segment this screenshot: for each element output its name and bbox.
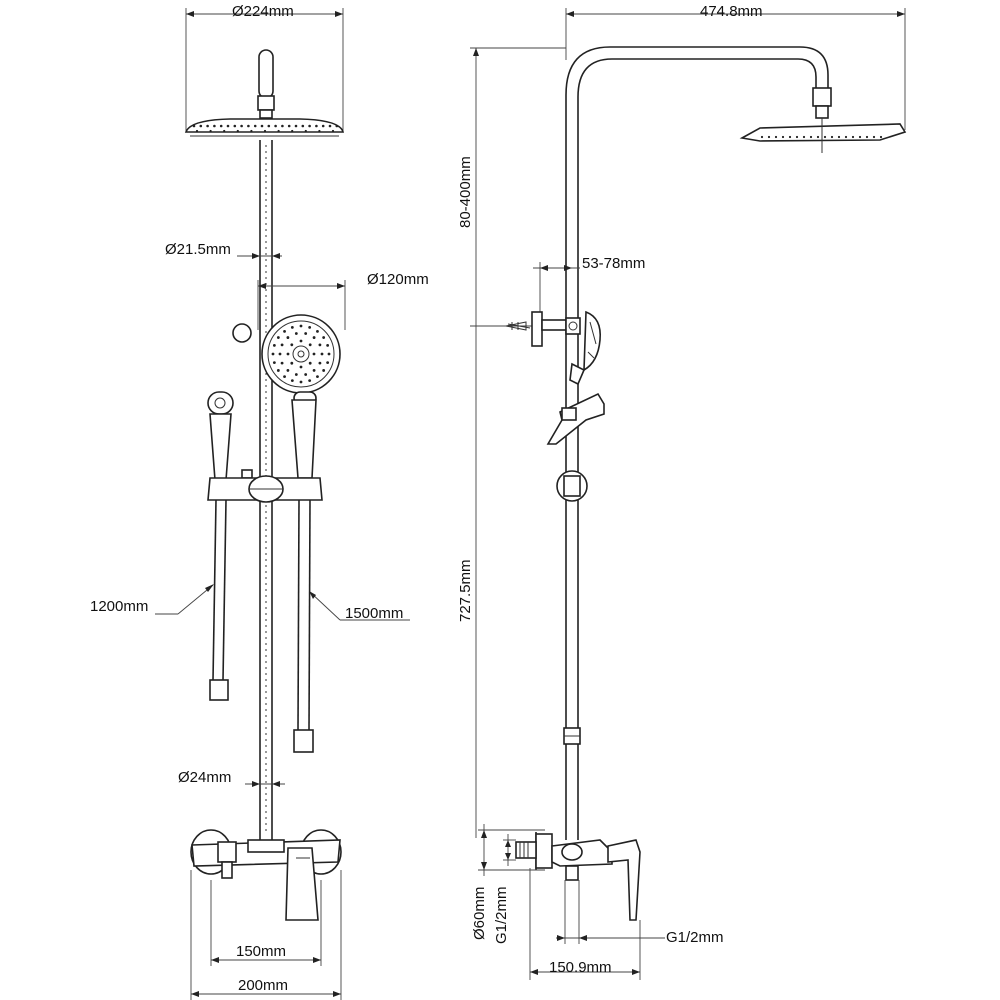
side-view: [457, 3, 905, 980]
rain-nozzle: [318, 130, 320, 132]
rain-nozzle-side: [873, 136, 875, 138]
hand-nozzle: [300, 325, 303, 328]
rail-height-label: 727.5mm: [457, 559, 474, 622]
hand-nozzle: [308, 379, 311, 382]
hand-nozzle: [273, 344, 276, 347]
hand-nozzle: [316, 330, 319, 333]
rain-nozzle: [288, 125, 291, 128]
rain-nozzle: [206, 125, 209, 128]
hand-nozzle: [319, 343, 322, 346]
rain-shower-head-side: [742, 118, 905, 153]
hose-1500: [294, 500, 313, 752]
hand-nozzle: [313, 353, 316, 356]
rain-nozzle-side: [831, 136, 833, 138]
rain-nozzle: [200, 125, 203, 128]
bracket-offset-dimension: [533, 262, 580, 318]
rain-nozzle: [196, 130, 198, 132]
hand-nozzle: [283, 375, 286, 378]
hand-nozzle: [304, 332, 307, 335]
rain-nozzle-side: [775, 136, 777, 138]
side-spray-handle: [208, 392, 233, 480]
hose-1200-leader: [155, 584, 214, 614]
outlet-thread-label: G1/2mm: [666, 929, 724, 946]
rain-nozzle: [329, 125, 332, 128]
hand-nozzle: [287, 336, 290, 339]
rain-nozzle: [322, 125, 325, 128]
rain-nozzle-side: [789, 136, 791, 138]
hand-nozzle: [272, 353, 275, 356]
rain-nozzle: [234, 125, 237, 128]
rain-nozzle-side: [761, 136, 763, 138]
rain-nozzle-side: [803, 136, 805, 138]
mixer-valve-side: [516, 832, 640, 920]
rain-nozzle: [237, 130, 239, 132]
diverter-lever-side: [548, 394, 604, 444]
rain-nozzle: [295, 125, 298, 128]
arm-reach-dimension: [566, 8, 905, 130]
hand-nozzle: [287, 369, 290, 372]
front-view: [90, 3, 429, 1000]
hand-nozzle: [277, 369, 280, 372]
hand-nozzle: [279, 353, 282, 356]
shower-arm: [566, 47, 831, 840]
hand-nozzle: [309, 362, 312, 365]
valve-width-label: 200mm: [238, 977, 289, 994]
rain-nozzle: [332, 130, 334, 132]
rain-nozzle-side: [817, 136, 819, 138]
rain-nozzle: [247, 125, 250, 128]
bracket-offset-label: 53-78mm: [582, 255, 646, 272]
rain-nozzle: [193, 125, 196, 128]
rain-nozzle: [336, 125, 339, 128]
rain-nozzle: [227, 125, 230, 128]
pipe-diameter-label: Ø21.5mm: [165, 241, 231, 258]
rain-shower-head: [186, 50, 343, 136]
rain-nozzle: [268, 125, 271, 128]
rain-nozzle-side: [796, 136, 798, 138]
hand-nozzle: [281, 343, 284, 346]
hand-nozzle: [290, 343, 293, 346]
hand-nozzle: [308, 326, 311, 329]
wall-offset-label: 150.9mm: [549, 959, 612, 976]
rain-nozzle-side: [824, 136, 826, 138]
mixer-valve-front: [191, 830, 341, 920]
hand-nozzle: [295, 373, 298, 376]
hand-nozzle: [326, 344, 329, 347]
rain-nozzle: [308, 125, 311, 128]
hand-nozzle: [290, 362, 293, 365]
hand-nozzle: [281, 362, 284, 365]
hand-nozzle: [321, 353, 324, 356]
rain-nozzle: [315, 125, 318, 128]
arm-reach-label: 474.8mm: [700, 3, 763, 20]
rain-nozzle-side: [866, 136, 868, 138]
inlet-thread-dimension: [503, 834, 516, 866]
hand-nozzle: [316, 375, 319, 378]
hand-nozzle: [300, 366, 303, 369]
hand-nozzle: [313, 336, 316, 339]
rain-nozzle: [291, 130, 293, 132]
wall-bracket: [506, 312, 580, 346]
hand-nozzle: [300, 340, 303, 343]
rain-nozzle-side: [810, 136, 812, 138]
hand-nozzle: [319, 362, 322, 365]
rain-nozzle: [261, 125, 264, 128]
rain-nozzle: [223, 130, 225, 132]
rain-nozzle-side: [880, 136, 882, 138]
riser-coupling-side: [564, 728, 580, 744]
rain-nozzle-side: [852, 136, 854, 138]
hand-nozzle: [322, 336, 325, 339]
rain-nozzle: [254, 125, 257, 128]
rain-nozzle-side: [838, 136, 840, 138]
hand-shower-head: [233, 315, 340, 478]
rail-diameter-dimension: [245, 781, 285, 787]
rain-nozzle: [240, 125, 243, 128]
hand-nozzle: [283, 330, 286, 333]
rain-nozzle: [250, 130, 252, 132]
hand-nozzle: [322, 369, 325, 372]
hand-nozzle: [304, 373, 307, 376]
hand-nozzle: [273, 361, 276, 364]
hose-1200: [210, 500, 228, 700]
rain-nozzle-side: [859, 136, 861, 138]
rain-nozzle: [220, 125, 223, 128]
hand-nozzle: [326, 361, 329, 364]
hand-nozzle: [313, 369, 316, 372]
rain-nozzle: [305, 130, 307, 132]
hand-nozzle: [287, 353, 290, 356]
head-diameter-label: Ø224mm: [232, 3, 294, 20]
hand-nozzle: [295, 332, 298, 335]
rain-nozzle: [281, 125, 284, 128]
hose-1200-label: 1200mm: [90, 598, 149, 615]
slide-holder-side: [557, 471, 587, 501]
rain-nozzle: [274, 125, 277, 128]
rain-nozzle-side: [782, 136, 784, 138]
flange-diameter-label: Ø60mm: [471, 886, 488, 940]
hand-nozzle: [300, 381, 303, 384]
hand-nozzle: [291, 379, 294, 382]
hand-nozzle: [328, 353, 331, 356]
hand-shower-diameter-label: Ø120mm: [367, 271, 429, 288]
height-adjust-label: 80-400mm: [457, 156, 474, 228]
rain-nozzle: [302, 125, 305, 128]
hand-nozzle: [291, 326, 294, 329]
rain-nozzle-side: [768, 136, 770, 138]
rain-nozzle: [210, 130, 212, 132]
hose-1500-label: 1500mm: [345, 605, 404, 622]
inlet-thread-label: G1/2mm: [493, 886, 510, 944]
rail-diameter-label: Ø24mm: [178, 769, 232, 786]
center-distance-label: 150mm: [236, 943, 287, 960]
rain-nozzle: [278, 130, 280, 132]
rain-nozzle: [264, 130, 266, 132]
hand-nozzle: [277, 336, 280, 339]
rain-nozzle: [213, 125, 216, 128]
rain-nozzle-side: [845, 136, 847, 138]
hand-nozzle: [309, 343, 312, 346]
